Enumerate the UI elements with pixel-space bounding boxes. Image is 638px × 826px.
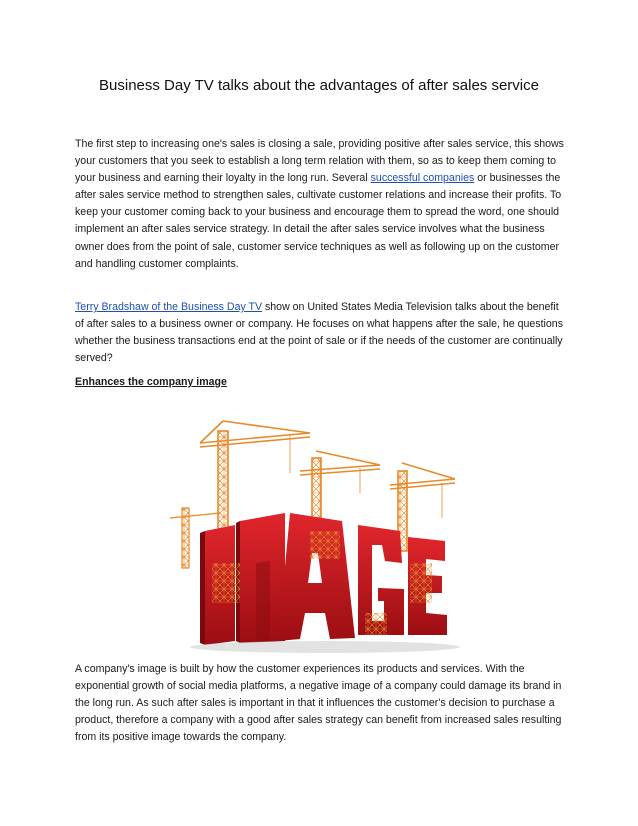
paragraph-intro (75, 136, 565, 273)
paragraph-bradshaw (75, 299, 565, 367)
paragraph-intro-text-2: or businesses the after sales service method to strengthen sales, cultivate customer relations and increase their profits. To keep your customer coming back to your business and encourage them to spread the word, one should implement an after sales service strategy. In detail the after sales service involves what the business owner does from the point of sale, customer service techniques as well as following up on the customer and handling customer complaints. (75, 172, 562, 270)
section-heading: Enhances the company image (75, 376, 227, 388)
ground-shadow (190, 641, 460, 653)
cranes-image-svg (160, 413, 460, 658)
successful-companies-link[interactable]: successful companies (370, 172, 475, 185)
image-cranes-illustration (160, 413, 460, 658)
terry-bradshaw-link[interactable]: Terry Bradshaw of the Business Day TV (75, 301, 263, 313)
image-word-letters (200, 513, 447, 645)
paragraph-intro-text-1: The first step to increasing one's sales is closing a sale, providing positive after sales service, this shows your customers that you seek to establish a long term relation with them, so as to keep them coming to your business and earning their loyalty in the long run. Several (75, 138, 564, 185)
paragraph-bradshaw-text: show on United States Media Television talks about the benefit of after sales to a business owner or company. He focuses on what happens after the sale, he questions whether the business transactions end at the point of sale or if the needs of the customer are continually served? (75, 301, 563, 365)
paragraph-company-image: A company's image is built by how the customer experiences its products and services. With the exponential growth of social media platforms, a negative image of a company could damage its brand in the long run. As such after sales is important in that it influences the customer's decision to purchase a product, therefore a company with a good after sales strategy can benefit from increased sales resulting from its positive image towards the company. (75, 663, 562, 744)
document-title: Business Day TV talks about the advantages of after sales service (99, 77, 539, 94)
